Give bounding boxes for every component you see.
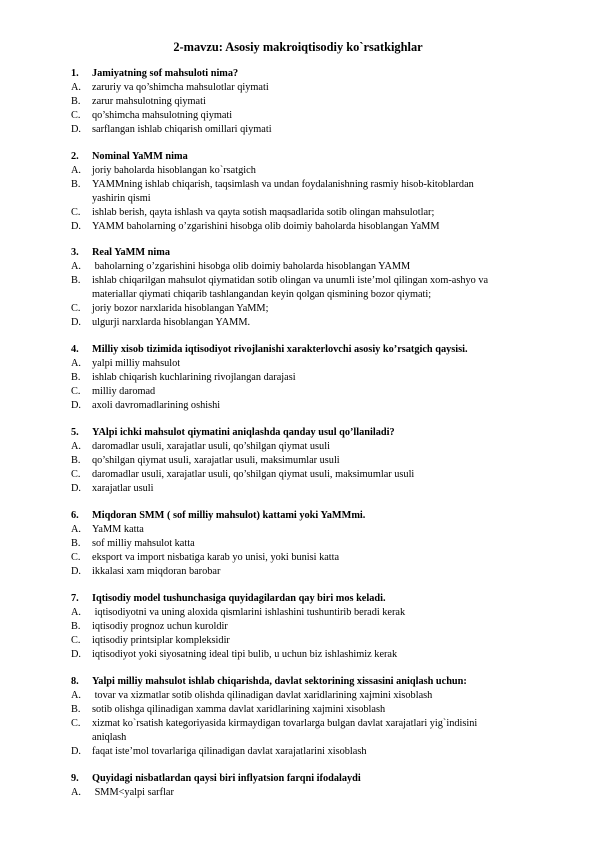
answer-option-c	[71, 206, 434, 219]
question-text: Jamiyatning sof mahsuloti nima?	[92, 68, 239, 79]
option-letter: B.	[71, 537, 81, 549]
question-5	[71, 426, 395, 439]
answer-option-a	[71, 606, 405, 619]
option-text: daromadlar usuli, xarajatlar usuli, qo’shilgan qiymat usuli, maksimumlar usuli	[92, 468, 415, 480]
answer-option-d	[71, 565, 220, 578]
question-number: 5.	[71, 427, 79, 438]
option-letter: C.	[71, 109, 81, 121]
option-text-continued: yashirin qismi	[92, 192, 151, 204]
answer-option-b	[71, 274, 488, 287]
answer-option-c	[71, 109, 232, 122]
option-letter: A.	[71, 260, 82, 272]
option-letter: C.	[71, 551, 81, 563]
option-text: iqtisodiyotni va uning aloxida qismlarini ishlashini tushuntirib beradi kerak	[92, 606, 406, 618]
option-text: baholarning o’zgarishini hisobga olib doimiy baholarda hisoblangan YAMM	[92, 260, 411, 272]
option-text: iqtisodiy prognoz uchun kuroldir	[92, 620, 228, 632]
option-letter: D.	[71, 123, 82, 135]
question-text: Miqdoran SMM ( sof milliy mahsulot) kattami yoki YaMMmi.	[92, 510, 366, 521]
option-text: sof milliy mahsulot katta	[92, 537, 195, 549]
option-letter: C.	[71, 206, 81, 218]
option-text: ikkalasi xam miqdoran barobar	[92, 565, 221, 577]
answer-option-c	[71, 385, 155, 398]
option-text: qo’shilgan qiymat usuli, xarajatlar usuli, maksimumlar usuli	[92, 454, 340, 466]
option-letter: C.	[71, 634, 81, 646]
question-number: 3.	[71, 247, 79, 258]
option-text: eksport va import nisbatiga karab yo unisi, yoki bunisi katta	[92, 551, 340, 563]
option-letter: D.	[71, 399, 82, 411]
option-text: joriy bozor narxlarida hisoblangan YaMM;	[92, 302, 269, 314]
answer-option-b	[71, 537, 195, 550]
option-letter: A.	[71, 689, 82, 701]
option-letter: C.	[71, 385, 81, 397]
question-text: YAlpi ichki mahsulot qiymatini aniqlashda qanday usul qo’llaniladi?	[92, 427, 395, 438]
answer-option-d	[71, 745, 367, 758]
option-text: xizmat ko`rsatish kategoriyasida kirmaydigan tovarlarga bulgan davlat xarajatlari yig`indisini	[92, 717, 478, 729]
option-letter: D.	[71, 316, 82, 328]
answer-option-b	[71, 95, 206, 108]
option-letter: B.	[71, 454, 81, 466]
question-6	[71, 509, 365, 522]
answer-option-c	[71, 634, 230, 647]
option-letter: D.	[71, 745, 82, 757]
option-text: ulgurji narxlarda hisoblangan YAMM.	[92, 316, 251, 328]
option-text: ishlab chiqarish kuchlarining rivojlangan darajasi	[92, 371, 296, 383]
answer-option-a	[71, 260, 410, 273]
question-text: Nominal YaMM nima	[92, 151, 188, 162]
option-letter: A.	[71, 164, 82, 176]
answer-option-b	[71, 178, 474, 191]
option-text: tovar va xizmatlar sotib olishda qilinadigan davlat xaridlarining xajmini xisoblash	[92, 689, 433, 701]
option-text: faqat iste’mol tovarlariga qilinadigan davlat xarajatlarini xisoblash	[92, 745, 367, 757]
answer-option-a	[71, 440, 330, 453]
option-letter: D.	[71, 565, 82, 577]
option-letter: B.	[71, 703, 81, 715]
option-text: ishlab chiqarilgan mahsulot qiymatidan sotib olingan va unumli iste’mol qilingan xom-ashyo va	[92, 274, 489, 286]
option-text: iqtisodiyot yoki siyosatning ideal tipi bulib, u uchun biz ishlashimiz kerak	[92, 648, 398, 660]
option-text-continued: materiallar qiymati chiqarib tashlangandan keyin qolgan qismining bozor qiymati;	[92, 288, 432, 300]
option-letter: A.	[71, 81, 82, 93]
answer-option-b	[71, 371, 296, 384]
option-text: qo’shimcha mahsulotning qiymati	[92, 109, 233, 121]
answer-option-d	[71, 648, 397, 661]
option-letter: D.	[71, 482, 82, 494]
answer-option-c	[71, 717, 477, 730]
answer-option-d	[71, 123, 272, 136]
option-text: YAMM baholarning o’zgarishini hisobga olib doimiy baholarda hisoblangan YaMM	[92, 220, 440, 232]
option-letter: B.	[71, 274, 81, 286]
option-text: daromadlar usuli, xarajatlar usuli, qo’shilgan qiymat usuli	[92, 440, 330, 452]
answer-option-a	[71, 786, 174, 799]
answer-option-d	[71, 399, 220, 412]
answer-option-a	[71, 164, 256, 177]
question-number: 6.	[71, 510, 79, 521]
question-7	[71, 592, 386, 605]
answer-option-d	[71, 220, 439, 233]
question-number: 1.	[71, 68, 79, 79]
answer-option-b	[71, 454, 340, 467]
answer-option-b	[71, 703, 385, 716]
option-letter: B.	[71, 620, 81, 632]
question-text: Yalpi milliy mahsulot ishlab chiqarishda, davlat sektorining xissasini aniqlash uchun:	[92, 676, 467, 687]
option-text: zarur mahsulotning qiymati	[92, 95, 206, 107]
answer-option-b	[71, 620, 228, 633]
option-text: YAMMning ishlab chiqarish, taqsimlash va undan foydalanishning rasmiy hisob-kitoblardan	[92, 178, 474, 190]
option-text: joriy baholarda hisoblangan ko`rsatgich	[92, 164, 256, 176]
option-text-continued: aniqlash	[92, 731, 127, 743]
option-text: zaruriy va qo’shimcha mahsulotlar qiymati	[92, 81, 269, 93]
question-number: 8.	[71, 676, 79, 687]
answer-option-a	[71, 357, 180, 370]
option-letter: A.	[71, 357, 82, 369]
option-letter: B.	[71, 371, 81, 383]
option-text: sotib olishga qilinadigan xamma davlat xaridlarining xajmini xisoblash	[92, 703, 386, 715]
question-number: 4.	[71, 344, 79, 355]
option-letter: D.	[71, 220, 82, 232]
question-2	[71, 150, 188, 163]
option-letter: C.	[71, 302, 81, 314]
option-text: ishlab berish, qayta ishlash va qayta sotish maqsadlarida sotib olingan mahsulotlar;	[92, 206, 435, 218]
question-9	[71, 772, 361, 785]
question-text: Milliy xisob tizimida iqtisodiyot rivojlanishi xarakterlovchi asosiy ko’rsatgich qaysisi.	[92, 344, 468, 355]
answer-option-c	[71, 468, 414, 481]
option-letter: A.	[71, 440, 82, 452]
option-letter: A.	[71, 786, 82, 798]
question-4	[71, 343, 468, 356]
question-number: 2.	[71, 151, 79, 162]
answer-option-d	[71, 482, 153, 495]
question-text: Quyidagi nisbatlardan qaysi biri inflyatsion farqni ifodalaydi	[92, 773, 361, 784]
option-letter: B.	[71, 95, 81, 107]
option-letter: D.	[71, 648, 82, 660]
answer-option-c	[71, 302, 268, 315]
question-text: Real YaMM nima	[92, 247, 170, 258]
question-number: 7.	[71, 593, 79, 604]
option-text: milliy daromad	[92, 385, 156, 397]
answer-option-c	[71, 551, 339, 564]
option-letter: A.	[71, 606, 82, 618]
question-text: Iqtisodiy model tushunchasiga quyidagilardan qay biri mos keladi.	[92, 593, 386, 604]
option-text: yalpi milliy mahsulot	[92, 357, 181, 369]
question-number: 9.	[71, 773, 79, 784]
option-text: SMM<yalpi sarflar	[92, 786, 174, 798]
option-text: YaMM katta	[92, 523, 144, 535]
option-text: axoli davromadlarining oshishi	[92, 399, 221, 411]
option-letter: C.	[71, 468, 81, 480]
answer-option-a	[71, 523, 144, 536]
question-1	[71, 67, 238, 80]
option-letter: B.	[71, 178, 81, 190]
option-text: sarflangan ishlab chiqarish omillari qiymati	[92, 123, 272, 135]
question-3	[71, 246, 170, 259]
answer-option-a	[71, 81, 269, 94]
option-text: iqtisodiy printsiplar kompleksidir	[92, 634, 230, 646]
option-letter: C.	[71, 717, 81, 729]
question-8	[71, 675, 467, 688]
option-letter: A.	[71, 523, 82, 535]
answer-option-d	[71, 316, 250, 329]
page-title: 2-mavzu: Asosiy makroiqtisodiy ko`rsatkighlar	[173, 40, 423, 54]
option-text: xarajatlar usuli	[92, 482, 154, 494]
answer-option-a	[71, 689, 432, 702]
